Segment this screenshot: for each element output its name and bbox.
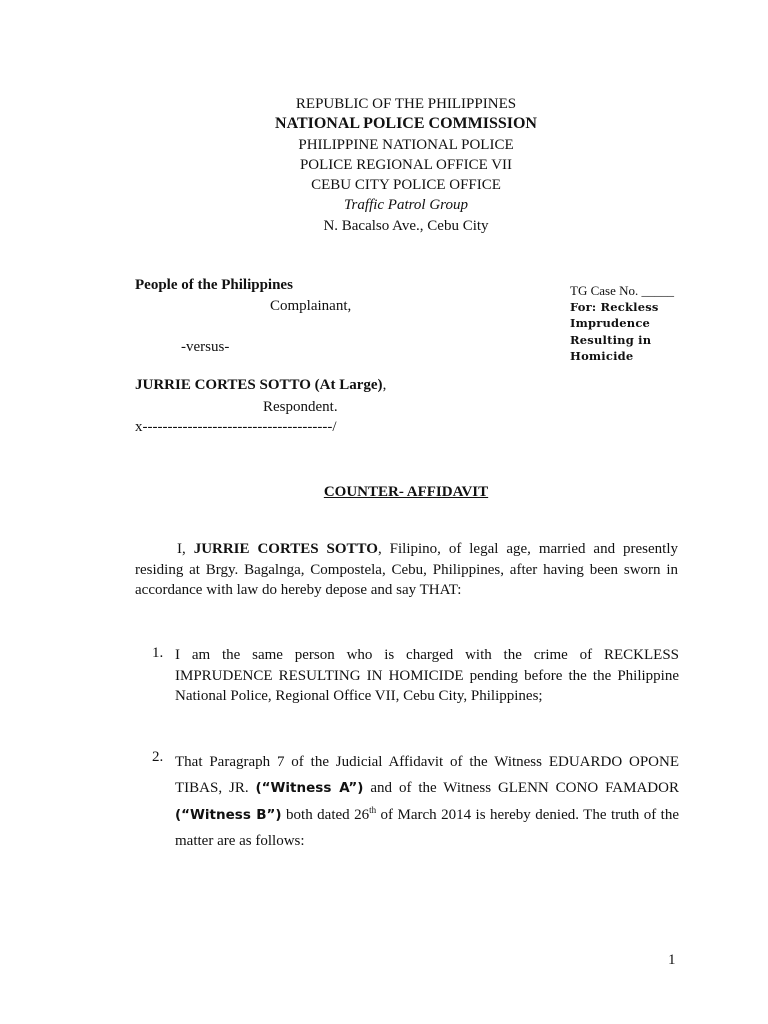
intro-rest: , Filipino, of legal age, married and presently residing at Brgy. Bagalnga, Compostela, Cebu, Philippines, after having been sworn in accordance with law do hereby depose and say THAT: [135, 541, 678, 598]
item-text-part2: and of the Witness GLENN CONO FAMADOR [363, 780, 679, 797]
header-unit: Traffic Patrol Group [344, 197, 468, 214]
item-text: I am the same person who is charged with the crime of RECKLESS IMPRUDENCE RESULTING IN HOMICIDE pending before the the Philippine National Police, Regional Office VII, Cebu City, Philippines; [175, 647, 679, 704]
document-header [0, 94, 768, 236]
case-offense-line1: For: Reckless [570, 300, 659, 315]
caption-separator: x--------------------------------------/ [135, 419, 337, 435]
case-offense-line4: Homicide [570, 348, 634, 363]
complainant-role: Complainant, [270, 298, 352, 314]
item-text-part1: That Paragraph 7 of the Judicial Affidavit of the Witness EDUARDO OPONE TIBAS, JR. [175, 754, 679, 797]
item-text-part4: of March 2014 is hereby denied. The truth of the matter are as follows: [175, 806, 679, 849]
witness-b-label: (“Witness B”) [175, 806, 282, 823]
header-pnp: PHILIPPINE NATIONAL POLICE [298, 136, 514, 153]
intro-paragraph [135, 539, 678, 601]
document-title: COUNTER- AFFIDAVIT [323, 484, 489, 500]
respondent-line [135, 377, 386, 394]
case-info [570, 283, 700, 364]
item-number: 2. [152, 749, 164, 765]
item-text [175, 749, 679, 854]
respondent-comma: , [382, 377, 387, 393]
header-address: N. Bacalso Ave., Cebu City [323, 217, 489, 234]
respondent-name: JURRIE CORTES SOTTO (At Large) [135, 377, 383, 393]
header-republic: REPUBLIC OF THE PHILIPPINES [295, 96, 517, 112]
header-napolcom: NATIONAL POLICE COMMISSION [275, 115, 537, 133]
item-text-part3: both dated 26 [281, 806, 370, 823]
header-city-office: CEBU CITY POLICE OFFICE [311, 177, 501, 194]
affiant-name: JURRIE CORTES SOTTO [193, 541, 378, 557]
case-number: TG Case No. _____ [570, 283, 674, 298]
intro-prefix: I, [177, 541, 194, 557]
case-offense-line3: Resulting in [570, 332, 652, 347]
page-number: 1 [668, 952, 676, 968]
case-offense-line2: Imprudence [570, 316, 651, 331]
ordinal-suffix: th [369, 804, 377, 815]
item-number: 1. [152, 645, 164, 661]
versus-label: -versus- [181, 339, 230, 355]
witness-a-label: (“Witness A”) [255, 780, 364, 797]
respondent-role: Respondent. [263, 399, 338, 415]
complainant-name: People of the Philippines [135, 277, 293, 293]
header-regional-office: POLICE REGIONAL OFFICE VII [299, 156, 513, 173]
